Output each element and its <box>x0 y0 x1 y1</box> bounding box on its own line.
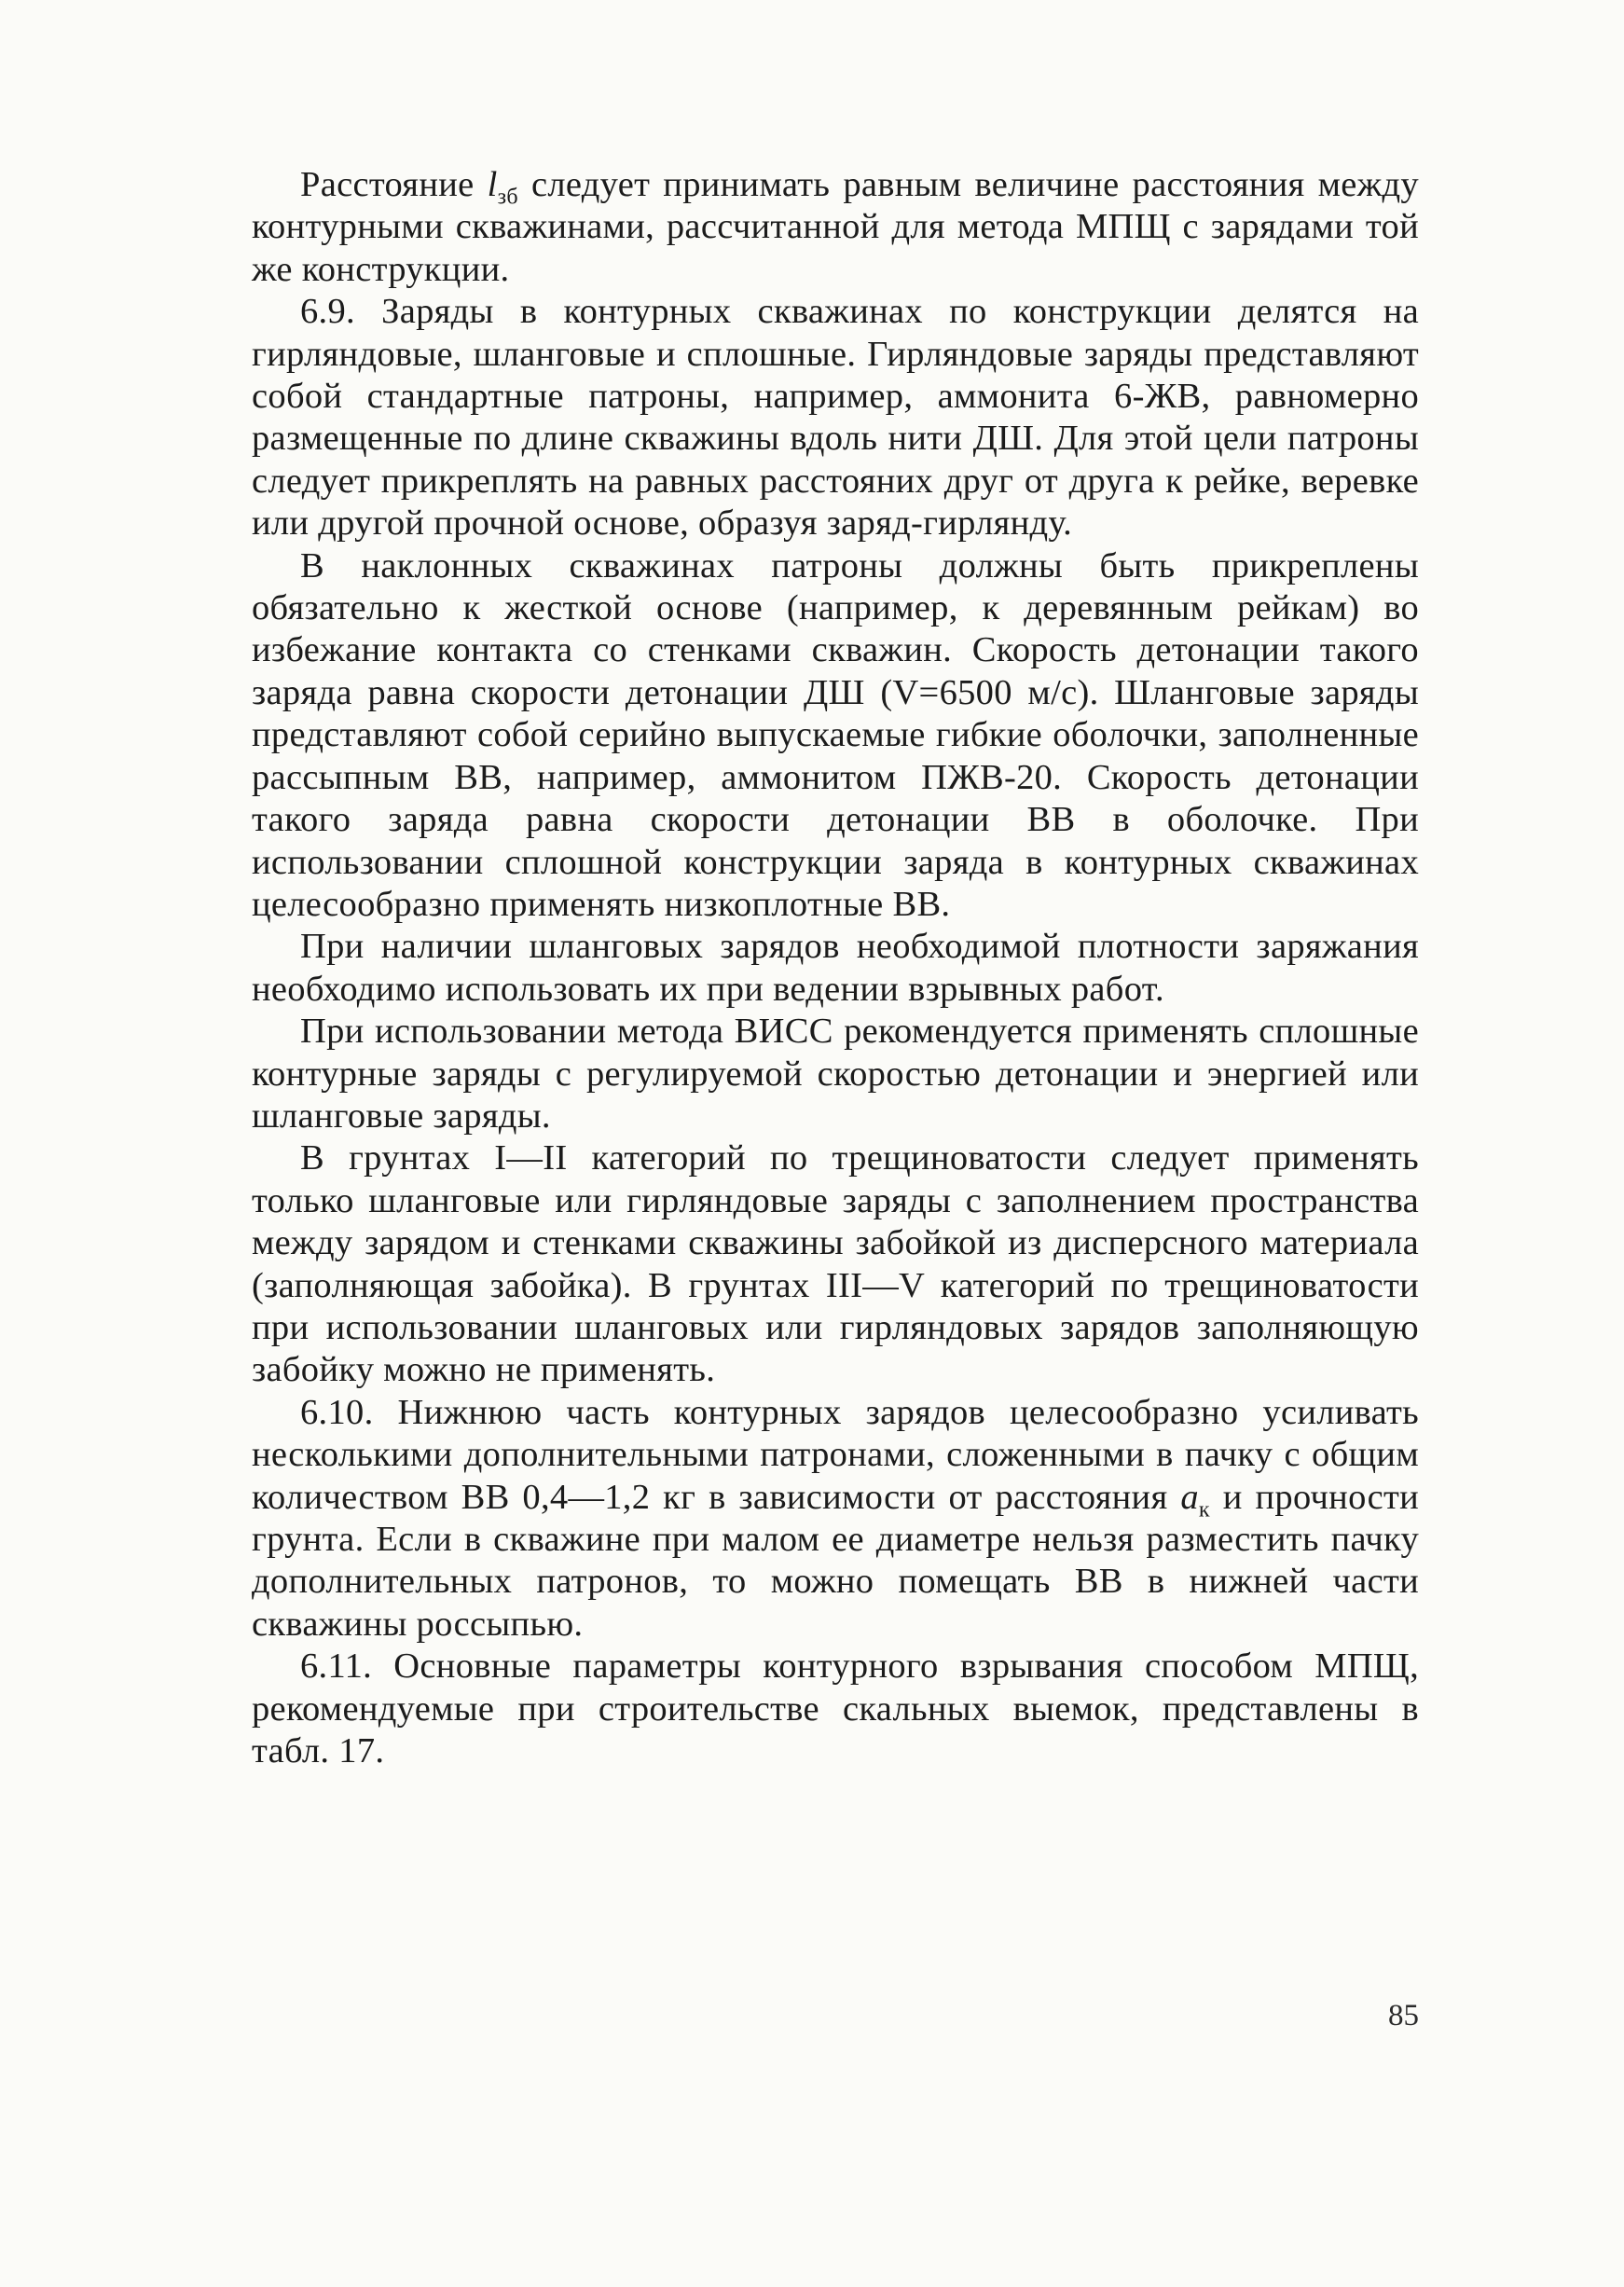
paragraph-6-11: 6.11. Основные параметры контурного взрывания способом МПЩ, рекомендуемые при строительстве скальных выемок, представлены в табл. 17. <box>252 1646 1419 1771</box>
variable-l-subscript: зб <box>497 185 518 210</box>
paragraph-6-10-before: 6.10. Нижнюю часть контурных зарядов целесообразно усиливать несколькими дополнительными патронами, сложенными в пачку с общим количеством ВВ 0,4—1,2 кг в зависимости от расстояния <box>252 1392 1419 1517</box>
paragraph-viss-method: При использовании метода ВИСС рекомендуется применять сплошные контурные заряды с регулируемой скоростью детонации и энергией или шланговые заряды. <box>252 1012 1419 1136</box>
paragraph-inclined-holes: В наклонных скважинах патроны должны быть прикреплены обязательно к жесткой основе (например, к деревянным рейкам) во избежание контакта со стенками скважин. Скорость детонации такого заряда равна скорости детонации ДШ (V=6500 м/с). Шланговые заряды представляют собой серийно выпускаемые гибкие оболочки, заполненные рассыпным ВВ, например, аммонитом ПЖВ-20. Скорость детонации такого заряда равна скорости детонации ВВ в оболочке. При использовании сплошной конструкции заряда в контурных скважинах целесообразно применять низкоплотные ВВ. <box>252 545 1419 924</box>
paragraph-6-10-after: и прочности грунта. Если в скважине при малом ее диаметре нельзя разместить пачку дополнительных патронов, то можно помещать ВВ в нижней части скважины россыпью. <box>252 1477 1419 1644</box>
variable-l: l <box>487 165 498 204</box>
paragraph-1-before: Расстояние <box>300 165 488 204</box>
body-text <box>252 164 1419 1772</box>
paragraph-6-10 <box>252 1392 1419 1646</box>
paragraph-1 <box>252 164 1419 291</box>
paragraph-soil-categories: В грунтах I—II категорий по трещиноватости следует применять только шланговые или гирляндовые заряды с заполнением пространства между зарядом и стенками скважины забойкой из дисперсного материала (заполняющая забойка). В грунтах III—V категорий по трещиноватости при использовании шланговых или гирляндовых зарядов заполняющую забойку можно не применять. <box>252 1138 1419 1390</box>
paragraph-1-after: следует принимать равным величине расстояния между контурными скважинами, рассчитанной для метода МПЩ с зарядами той же конструкции. <box>252 165 1419 289</box>
variable-a-subscript: к <box>1198 1497 1210 1522</box>
paragraph-hose-charges: При наличии шланговых зарядов необходимой плотности заряжания необходимо использовать их при ведении взрывных работ. <box>252 927 1419 1009</box>
paragraph-6-9: 6.9. Заряды в контурных скважинах по конструкции делятся на гирляндовые, шланговые и сплошные. Гирляндовые заряды представляют собой стандартные патроны, например, аммонита 6-ЖВ, равномерно размещенные по длине скважины вдоль нити ДШ. Для этой цели патроны следует прикреплять на равных расстояних друг от друга к рейке, веревке или другой прочной основе, образуя заряд-гирлянду. <box>252 292 1419 544</box>
variable-a: a <box>1180 1477 1199 1517</box>
page-number: 85 <box>1388 1999 1419 2032</box>
